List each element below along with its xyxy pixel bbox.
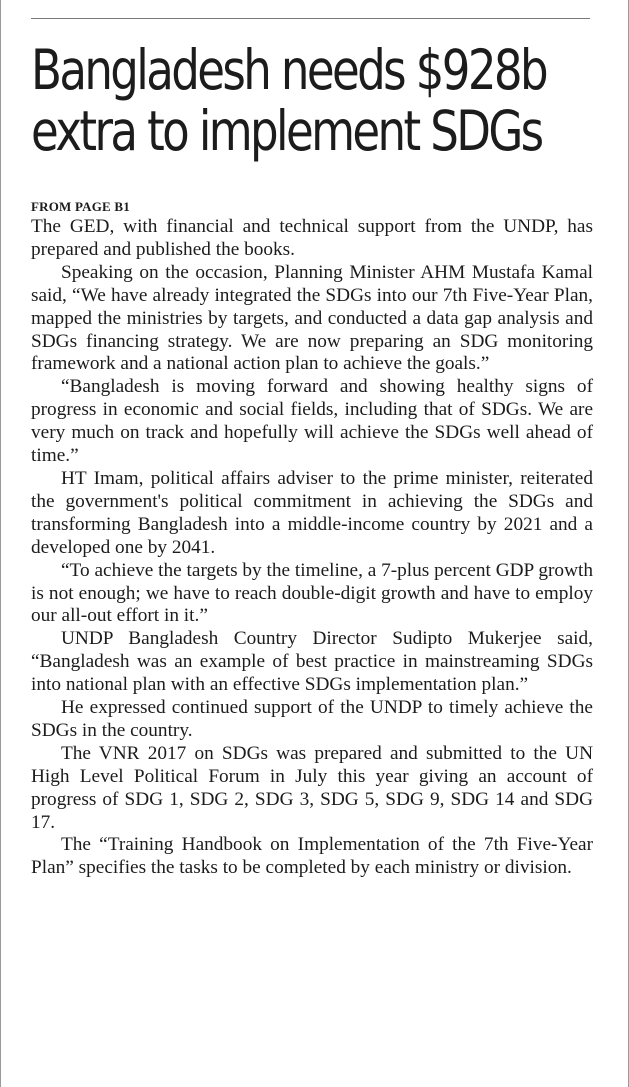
headline-line-2: extra to implement SDGs — [31, 99, 542, 163]
article-paragraph: The VNR 2017 on SDGs was prepared and submitted to the UN High Level Political Forum in July this year giving an account of progress of SDG 1, SDG 2, SDG 3, SDG 5, SDG 9, SDG 14 and SDG 17. — [31, 742, 593, 833]
continuation-source: FROM PAGE B1 — [31, 199, 130, 214]
article-paragraph: Speaking on the occasion, Planning Minister AHM Mustafa Kamal said, “We have already integrated the SDGs into our 7th Five-Year Plan, mapped the ministries by targets, and conducted a data gap analysis and SDGs financing strategy. We are now preparing an SDG monitoring framework and a national action plan to achieve the goals.” — [31, 261, 593, 375]
article-paragraph: He expressed continued support of the UNDP to timely achieve the SDGs in the country. — [31, 697, 593, 741]
top-divider — [31, 18, 590, 19]
headline-line-1: Bangladesh needs $928b — [31, 38, 546, 102]
headline — [31, 38, 546, 163]
article-paragraph: “To achieve the targets by the timeline, a 7-plus percent GDP growth is not enough; we have to reach double-digit growth and have to employ our all-out effort in it.” — [31, 559, 593, 627]
article-paragraph: UNDP Bangladesh Country Director Sudipto Mukerjee said, “Bangladesh was an example of best practice in mainstreaming SDGs into national plan with an effective SDGs implementation plan.” — [31, 628, 593, 696]
article-paragraph: HT Imam, political affairs adviser to the prime minister, reiterated the government's political commitment in achieving the SDGs and transforming Bangladesh into a middle-income country by 2021 and a developed one by 2041. — [31, 467, 593, 558]
article-body — [31, 198, 593, 880]
article-paragraph: The GED, with financial and technical support from the UNDP, has prepared and published the books. — [31, 216, 593, 260]
article-paragraph: “Bangladesh is moving forward and showing healthy signs of progress in economic and social fields, including that of SDGs. We are very much on track and hopefully will achieve the SDGs well ahead of time.” — [31, 376, 593, 467]
article-paragraph: The “Training Handbook on Implementation of the 7th Five-Year Plan” specifies the tasks to be completed by each ministry or division. — [31, 834, 593, 879]
